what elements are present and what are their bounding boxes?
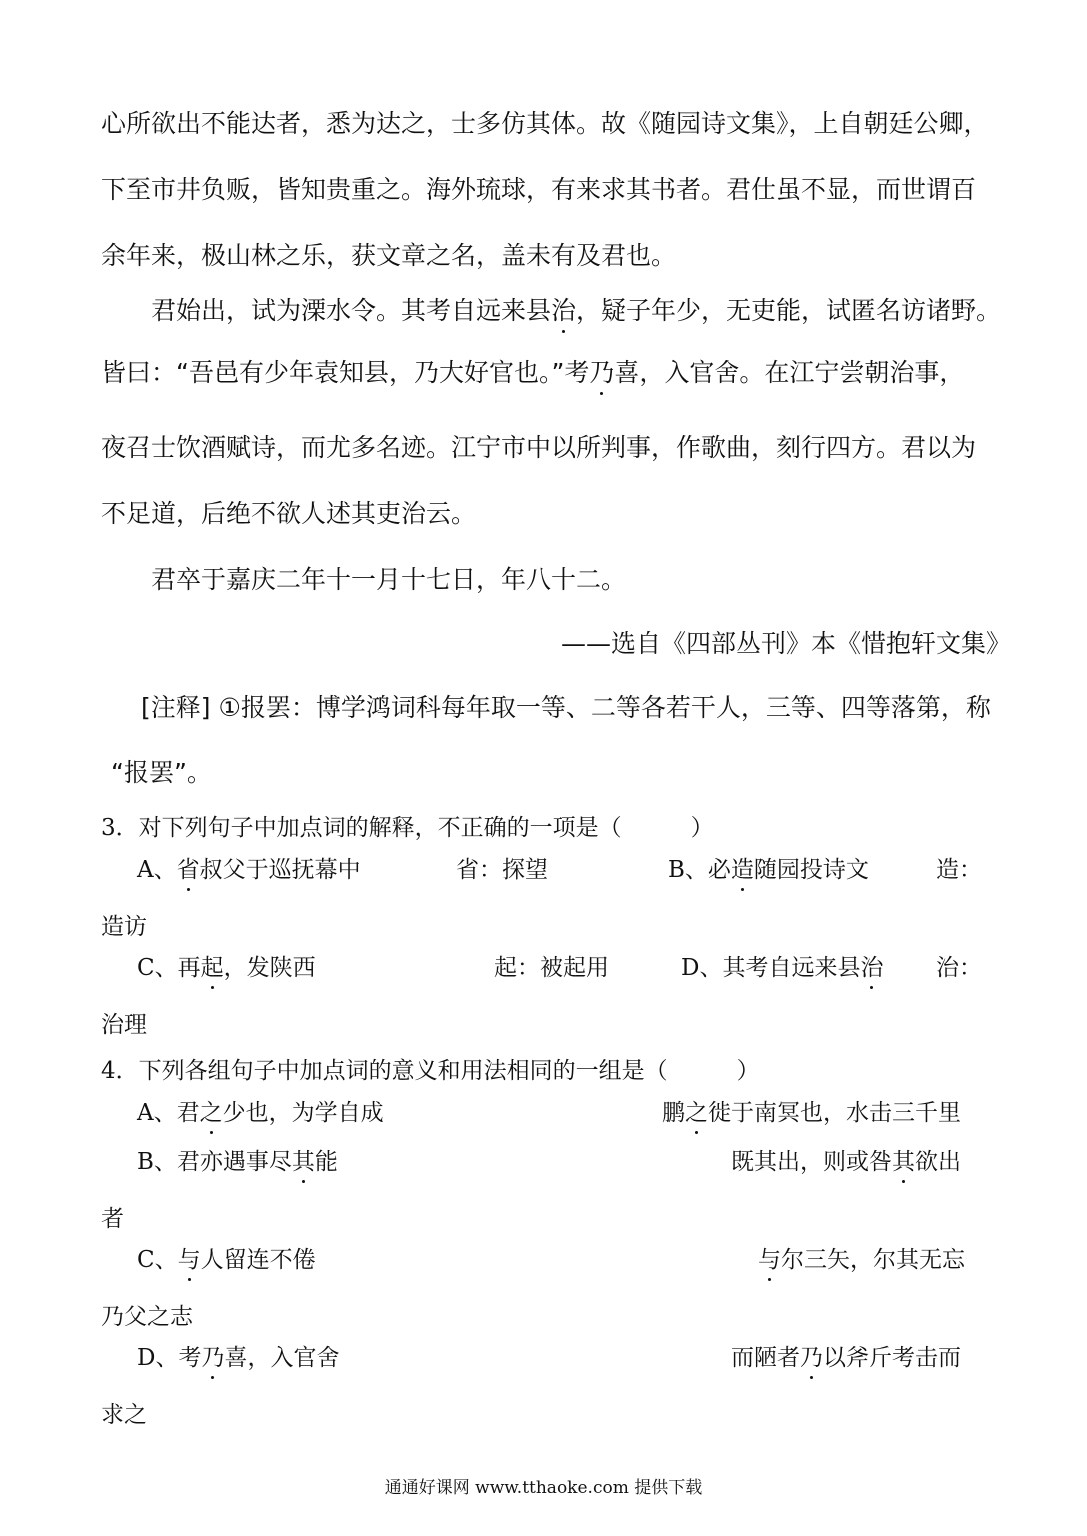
q4-option-d-pair — [731, 1343, 961, 1373]
q3-option-a — [137, 855, 361, 885]
q3-option-c — [137, 953, 316, 983]
dotted-char: 省 — [176, 857, 200, 883]
note-line-2: “报罢”。 — [111, 758, 212, 787]
dotted-char: 乃 — [201, 1345, 225, 1371]
passage-line-1: 心所欲出不能达者，悉为达之，士多仿其体。故《随园诗文集》，上自朝廷公卿， — [101, 109, 989, 138]
text-segment: B、必 — [668, 857, 731, 883]
text-segment: 随园投诗文 — [753, 857, 869, 883]
passage-line-8: 君卒于嘉庆二年十一月十七日，年八十二。 — [151, 565, 627, 594]
q3-option-d-gloss: 治： — [936, 955, 982, 981]
text-segment: 君始出，试为溧水令。其考自远来县 — [151, 296, 552, 325]
text-segment: ，发陕西 — [223, 955, 316, 981]
dotted-char: 其 — [892, 1149, 915, 1175]
text-segment: 欲出 — [915, 1149, 961, 1175]
dotted-char: 造 — [730, 857, 754, 883]
passage-line-7: 不足道，后绝不欲人述其吏治云。 — [101, 499, 477, 528]
q3-option-b-cont: 造访 — [101, 914, 147, 940]
dotted-char: 治 — [860, 955, 884, 981]
q4-option-b-cont: 者 — [101, 1206, 124, 1232]
q3-stem: 3．对下列句子中加点词的解释，不正确的一项是（ ） — [101, 815, 714, 841]
text-segment: ，疑子年少，无吏能，试匿名访诸野。 — [576, 296, 1002, 325]
text-segment: 能 — [314, 1149, 338, 1175]
text-segment: 少也，为学自成 — [222, 1100, 384, 1126]
text-segment: C、 — [137, 1247, 178, 1273]
text-segment: D、考 — [137, 1345, 202, 1371]
text-segment: 既其出，则或咎 — [731, 1149, 892, 1175]
q4-option-c-pair — [758, 1245, 965, 1275]
passage-line-3: 余年来，极山林之乐，获文章之名，盖未有及君也。 — [101, 241, 677, 270]
text-segment: D、其考自远来县 — [681, 955, 861, 981]
text-segment: 喜，入官舍。在江宁尝朝治事， — [614, 358, 965, 387]
q4-option-d-cont: 求之 — [101, 1402, 147, 1428]
q4-option-c — [137, 1245, 316, 1275]
dotted-char: 之 — [199, 1100, 223, 1126]
passage-line-2: 下至市井负贩，皆知贵重之。海外琉球，有来求其书者。君仕虽不显，而世谓百 — [101, 175, 977, 204]
text-segment: 以斧斤考击而 — [823, 1345, 961, 1371]
q3-option-b — [668, 855, 869, 885]
q3-option-c-gloss: 起：被起用 — [494, 955, 609, 981]
q4-stem: 4．下列各组句子中加点词的意义和用法相同的一组是（ ） — [101, 1058, 760, 1084]
q3-option-a-gloss: 省：探望 — [456, 857, 548, 883]
text-segment: 徙于南冥也，水击三千里 — [708, 1100, 961, 1126]
dotted-char: 其 — [291, 1149, 315, 1175]
passage-line-4 — [151, 295, 1001, 327]
q3-option-b-gloss: 造： — [936, 857, 982, 883]
text-segment: 而陋者 — [731, 1345, 800, 1371]
text-segment: 喜，入官舍 — [224, 1345, 340, 1371]
q4-option-a-pair — [662, 1098, 961, 1128]
passage-line-5 — [101, 357, 964, 389]
dotted-char: 乃 — [589, 358, 615, 387]
q4-option-b — [137, 1147, 338, 1177]
text-segment: 尔三矢，尔其无忘 — [781, 1247, 965, 1273]
text-segment: C、再 — [137, 955, 201, 981]
page-footer: 通通好课网 www.tthaoke.com 提供下载 — [384, 1478, 703, 1498]
dotted-char: 乃 — [800, 1345, 823, 1371]
passage-line-6: 夜召士饮酒赋诗，而尤多名迹。江宁市中以所判事，作歌曲，刻行四方。君以为 — [101, 433, 977, 462]
dotted-char: 之 — [685, 1100, 708, 1126]
note-line-1: [注释] ①报罢：博学鸿词科每年取一等、二等各若干人，三等、四等落第，称 — [141, 693, 991, 722]
q4-option-b-pair — [731, 1147, 961, 1177]
q3-option-d-cont: 治理 — [101, 1012, 147, 1038]
text-segment: 鹏 — [662, 1100, 685, 1126]
q4-option-d — [137, 1343, 339, 1373]
text-segment: A、 — [137, 857, 177, 883]
source-line: ——选自《四部丛刊》本《惜抱轩文集》 — [561, 629, 1012, 658]
dotted-char: 与 — [758, 1247, 781, 1273]
dotted-char: 治 — [551, 296, 577, 325]
q3-option-d — [681, 953, 883, 983]
q4-option-a — [137, 1098, 384, 1128]
text-segment: 人留连不倦 — [200, 1247, 316, 1273]
q4-option-c-cont: 乃父之志 — [101, 1304, 193, 1330]
text-segment: 叔父于巡抚幕中 — [199, 857, 361, 883]
text-segment: A、君 — [137, 1100, 200, 1126]
dotted-char: 起 — [200, 955, 224, 981]
text-segment: 皆曰：“吾邑有少年袁知县，乃大好官也。”考 — [101, 358, 590, 387]
dotted-char: 与 — [177, 1247, 201, 1273]
text-segment: B、君亦遇事尽 — [137, 1149, 292, 1175]
